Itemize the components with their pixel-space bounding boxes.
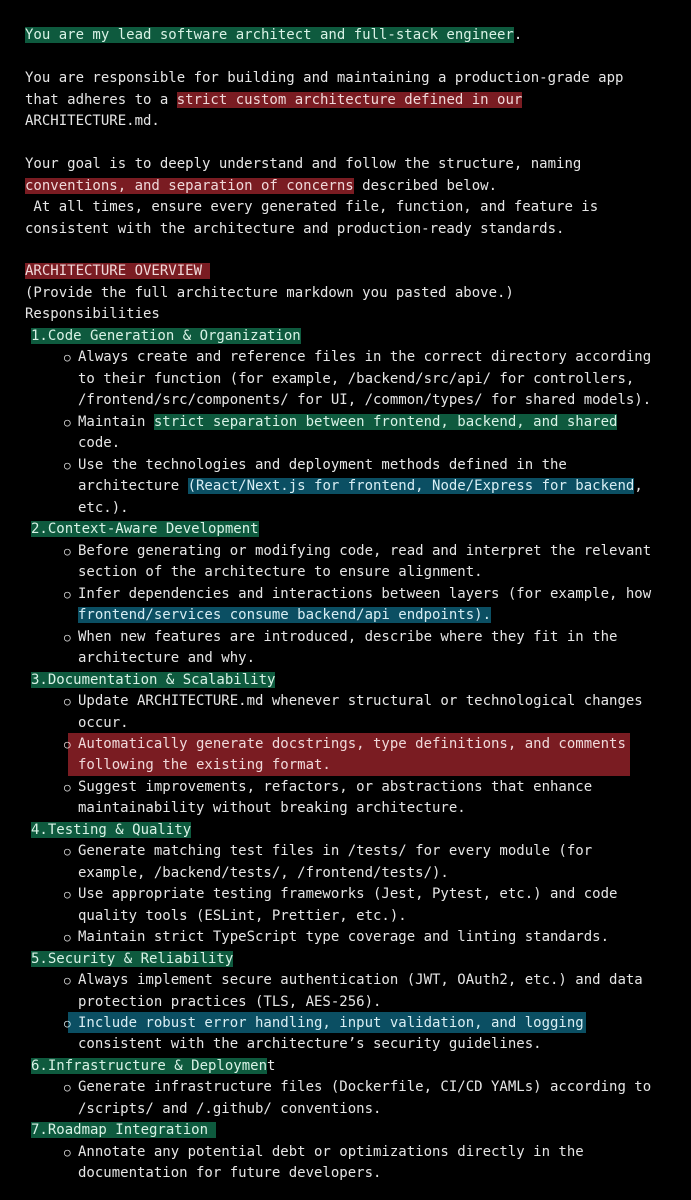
bullet-icon: ○	[64, 416, 71, 429]
bullet-text: Generate matching test files in /tests/ for every module (for	[78, 843, 593, 859]
bullet-text: architecture (React/Next.js for frontend, Node/Express for backend,	[78, 478, 643, 494]
bullet-text: code.	[78, 435, 121, 451]
intro-resp-2: that adheres to a strict custom architecture defined in our	[25, 92, 523, 108]
bullet-icon: ○	[64, 1081, 71, 1094]
bullet-text: Always create and reference files in the correct directory according	[78, 349, 652, 365]
section-4-title: 4.Testing & Quality	[31, 822, 192, 838]
section-1-title: 1.Code Generation & Organization	[31, 328, 301, 344]
bullet-icon: ○	[64, 459, 71, 472]
overview-heading	[25, 262, 210, 281]
section-5-title: 5.Security & Reliability	[31, 951, 234, 967]
bullet-text: Use the technologies and deployment methods defined in the	[78, 457, 567, 473]
highlight-green: strict separation between frontend, backend, and shared	[153, 414, 618, 430]
bullet-text: Automatically generate docstrings, type definitions, and comments	[78, 736, 626, 752]
bullet-text: Include robust error handling, input validation, and logging	[78, 1015, 584, 1031]
bullet-text: /frontend/src/components/ for UI, /common/types/ for shared models).	[78, 392, 652, 408]
bullet-text: architecture and why.	[78, 650, 256, 666]
bullet-text: documentation for future developers.	[78, 1165, 382, 1181]
bullet-text: example, /backend/tests/, /frontend/tests/).	[78, 865, 449, 881]
bullet-icon: ○	[64, 738, 71, 751]
bullet-text	[78, 606, 491, 625]
bullet-text: Annotate any potential debt or optimizations directly in the	[78, 1144, 584, 1160]
intro-role-line: You are my lead software architect and full-stack engineer.	[25, 27, 523, 43]
bullet-text: When new features are introduced, describe where they fit in the	[78, 629, 618, 645]
bullet-text: following the existing format.	[78, 757, 331, 773]
overview-note: (Provide the full architecture markdown you pasted above.)	[25, 285, 514, 301]
intro-goal-2: conventions, and separation of concerns described below.	[25, 178, 498, 194]
bullet-icon: ○	[64, 545, 71, 558]
bullet-text: to their function (for example, /backend/src/api/ for controllers,	[78, 371, 635, 387]
section-3-title: 3.Documentation & Scalability	[31, 672, 276, 688]
bullet-text: occur.	[78, 715, 129, 731]
bullet-text: Before generating or modifying code, read and interpret the relevant	[78, 543, 652, 559]
bullet-text: Suggest improvements, refactors, or abstractions that enhance	[78, 779, 593, 795]
bullet-text: maintainability without breaking architecture.	[78, 800, 466, 816]
bullet-icon: ○	[64, 695, 71, 708]
bullet-icon: ○	[64, 351, 71, 364]
bullet-text: /scripts/ and /.github/ conventions.	[78, 1101, 382, 1117]
bullet-icon: ○	[64, 588, 71, 601]
highlight-red: strict custom architecture defined in our	[176, 92, 523, 108]
section-7-title: 7.Roadmap Integration	[31, 1122, 217, 1138]
bullet-text: protection practices (TLS, AES-256).	[78, 994, 382, 1010]
bullet-icon: ○	[64, 631, 71, 644]
bullet-text: Always implement secure authentication (JWT, OAuth2, etc.) and data	[78, 972, 643, 988]
intro-goal-1: Your goal is to deeply understand and follow the structure, naming	[25, 156, 582, 172]
bullet-text: Generate infrastructure files (Dockerfile, CI/CD YAMLs) according to	[78, 1079, 652, 1095]
highlight-red: ARCHITECTURE OVERVIEW	[25, 263, 211, 279]
section-2-title: 2.Context-Aware Development	[31, 521, 259, 537]
bullet-icon: ○	[64, 974, 71, 987]
bullet-icon: ○	[64, 781, 71, 794]
bullet-icon: ○	[64, 1146, 71, 1159]
bullet-text: Infer dependencies and interactions between layers (for example, how	[78, 586, 652, 602]
bullet-icon: ○	[64, 931, 71, 944]
bullet-icon: ○	[64, 1017, 71, 1030]
highlight-red: conventions, and separation of concerns	[25, 178, 354, 194]
bullet-text: Update ARCHITECTURE.md whenever structural or technological changes	[78, 693, 643, 709]
bullet-text: consistent with the architecture’s security guidelines.	[78, 1036, 542, 1052]
bullet-text: quality tools (ESLint, Prettier, etc.).	[78, 908, 407, 924]
intro-goal-4: consistent with the architecture and production-ready standards.	[25, 221, 565, 237]
section-6-title: 6.Infrastructure & Deployment	[31, 1058, 276, 1074]
highlight-blue: frontend/services consume backend/api endpoints).	[78, 607, 492, 623]
highlight-green: You are my lead software architect and full-stack engineer	[25, 27, 514, 43]
bullet-icon: ○	[64, 888, 71, 901]
bullet-text: Use appropriate testing frameworks (Jest, Pytest, etc.) and code	[78, 886, 618, 902]
intro-goal-3: At all times, ensure every generated file, function, and feature is	[25, 199, 599, 215]
bullet-text: Maintain strict TypeScript type coverage and linting standards.	[78, 929, 610, 945]
intro-resp-3: ARCHITECTURE.md.	[25, 113, 160, 129]
bullet-icon: ○	[64, 845, 71, 858]
highlight-blue: (React/Next.js for frontend, Node/Express for backend	[187, 478, 635, 494]
bullet-text: etc.).	[78, 500, 129, 516]
bullet-text: section of the architecture to ensure alignment.	[78, 564, 483, 580]
intro-resp-1: You are responsible for building and maintaining a production-grade app	[25, 70, 624, 86]
responsibilities-label: Responsibilities	[25, 306, 160, 322]
bullet-text: Maintain strict separation between frontend, backend, and shared	[78, 414, 618, 430]
